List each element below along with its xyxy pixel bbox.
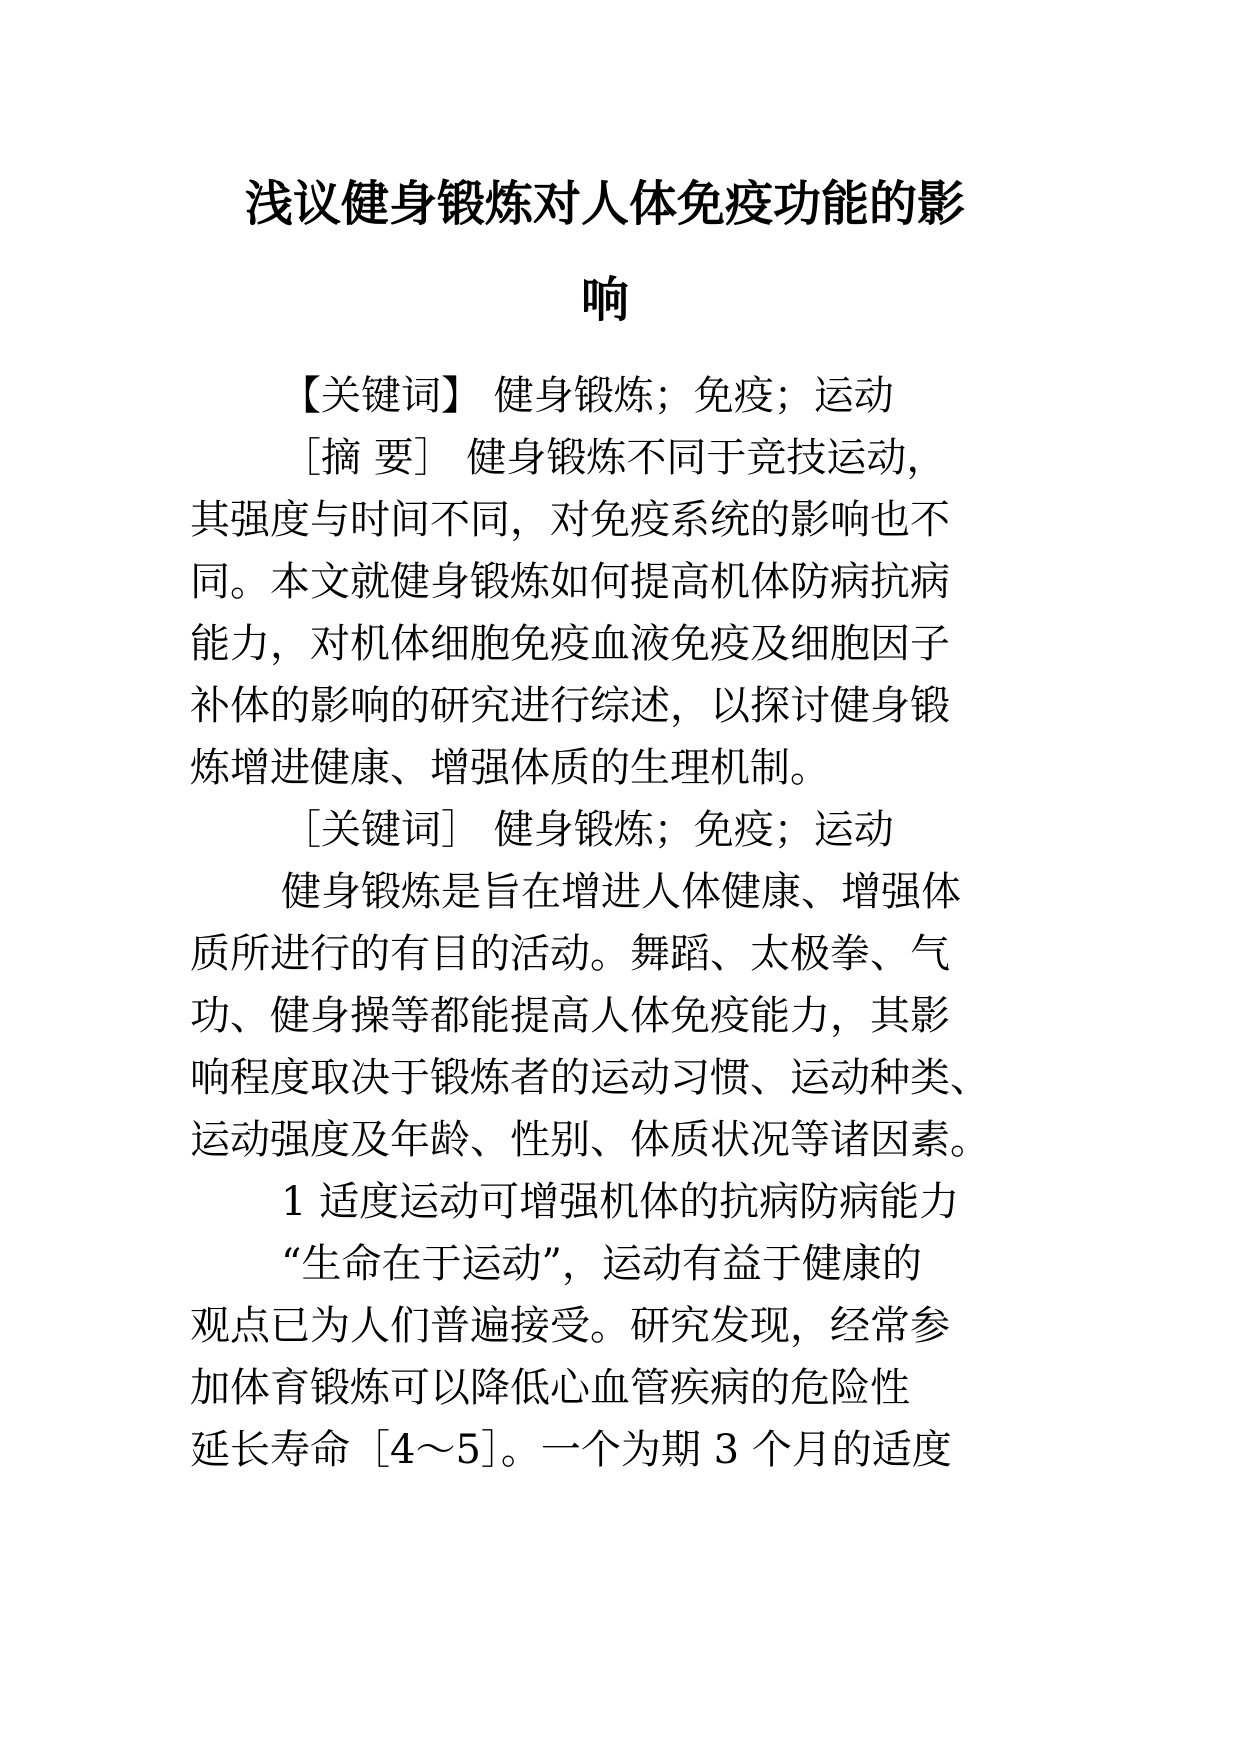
- body-paragraph-2-line-3: 加体育锻炼可以降低心血管疾病的危险性: [190, 1365, 910, 1411]
- document-title-line-2: 响: [580, 272, 629, 328]
- keywords-line: 【关键词】 健身锻炼；免疫；运动: [281, 373, 894, 419]
- section-heading-1: 1 适度运动可增强机体的抗病防病能力: [281, 1179, 960, 1225]
- abstract-line-6: 炼增进健康、增强体质的生理机制。: [190, 745, 830, 791]
- abstract-line-1: ［摘 要］ 健身锻炼不同于竞技运动，: [281, 435, 947, 481]
- body-paragraph-1-line-1: 健身锻炼是旨在增进人体健康、增强体: [281, 869, 961, 915]
- body-paragraph-1-line-4: 响程度取决于锻炼者的运动习惯、运动种类、: [190, 1055, 990, 1101]
- body-paragraph-1-line-5: 运动强度及年龄、性别、体质状况等诸因素。: [190, 1117, 990, 1163]
- body-paragraph-1-line-2: 质所进行的有目的活动。舞蹈、太极拳、气: [190, 931, 950, 977]
- body-paragraph-1-line-3: 功、健身操等都能提高人体免疫能力，其影: [190, 993, 950, 1039]
- abstract-line-3: 同。本文就健身锻炼如何提高机体防病抗病: [190, 559, 950, 605]
- body-paragraph-2-line-2: 观点已为人们普遍接受。研究发现，经常参: [190, 1303, 950, 1349]
- abstract-line-2: 其强度与时间不同，对免疫系统的影响也不: [190, 497, 950, 543]
- body-paragraph-2-line-1: “生命在于运动”，运动有益于健康的: [281, 1241, 922, 1287]
- keywords-line-2: ［关键词］ 健身锻炼；免疫；运动: [281, 807, 894, 853]
- abstract-line-4: 能力，对机体细胞免疫血液免疫及细胞因子: [190, 621, 950, 667]
- abstract-line-5: 补体的影响的研究进行综述，以探讨健身锻: [190, 683, 950, 729]
- body-paragraph-2-line-4: 延长寿命［4～5］。一个为期 3 个月的适度: [190, 1427, 952, 1473]
- document-title-line-1: 浅议健身锻炼对人体免疫功能的影: [244, 176, 965, 232]
